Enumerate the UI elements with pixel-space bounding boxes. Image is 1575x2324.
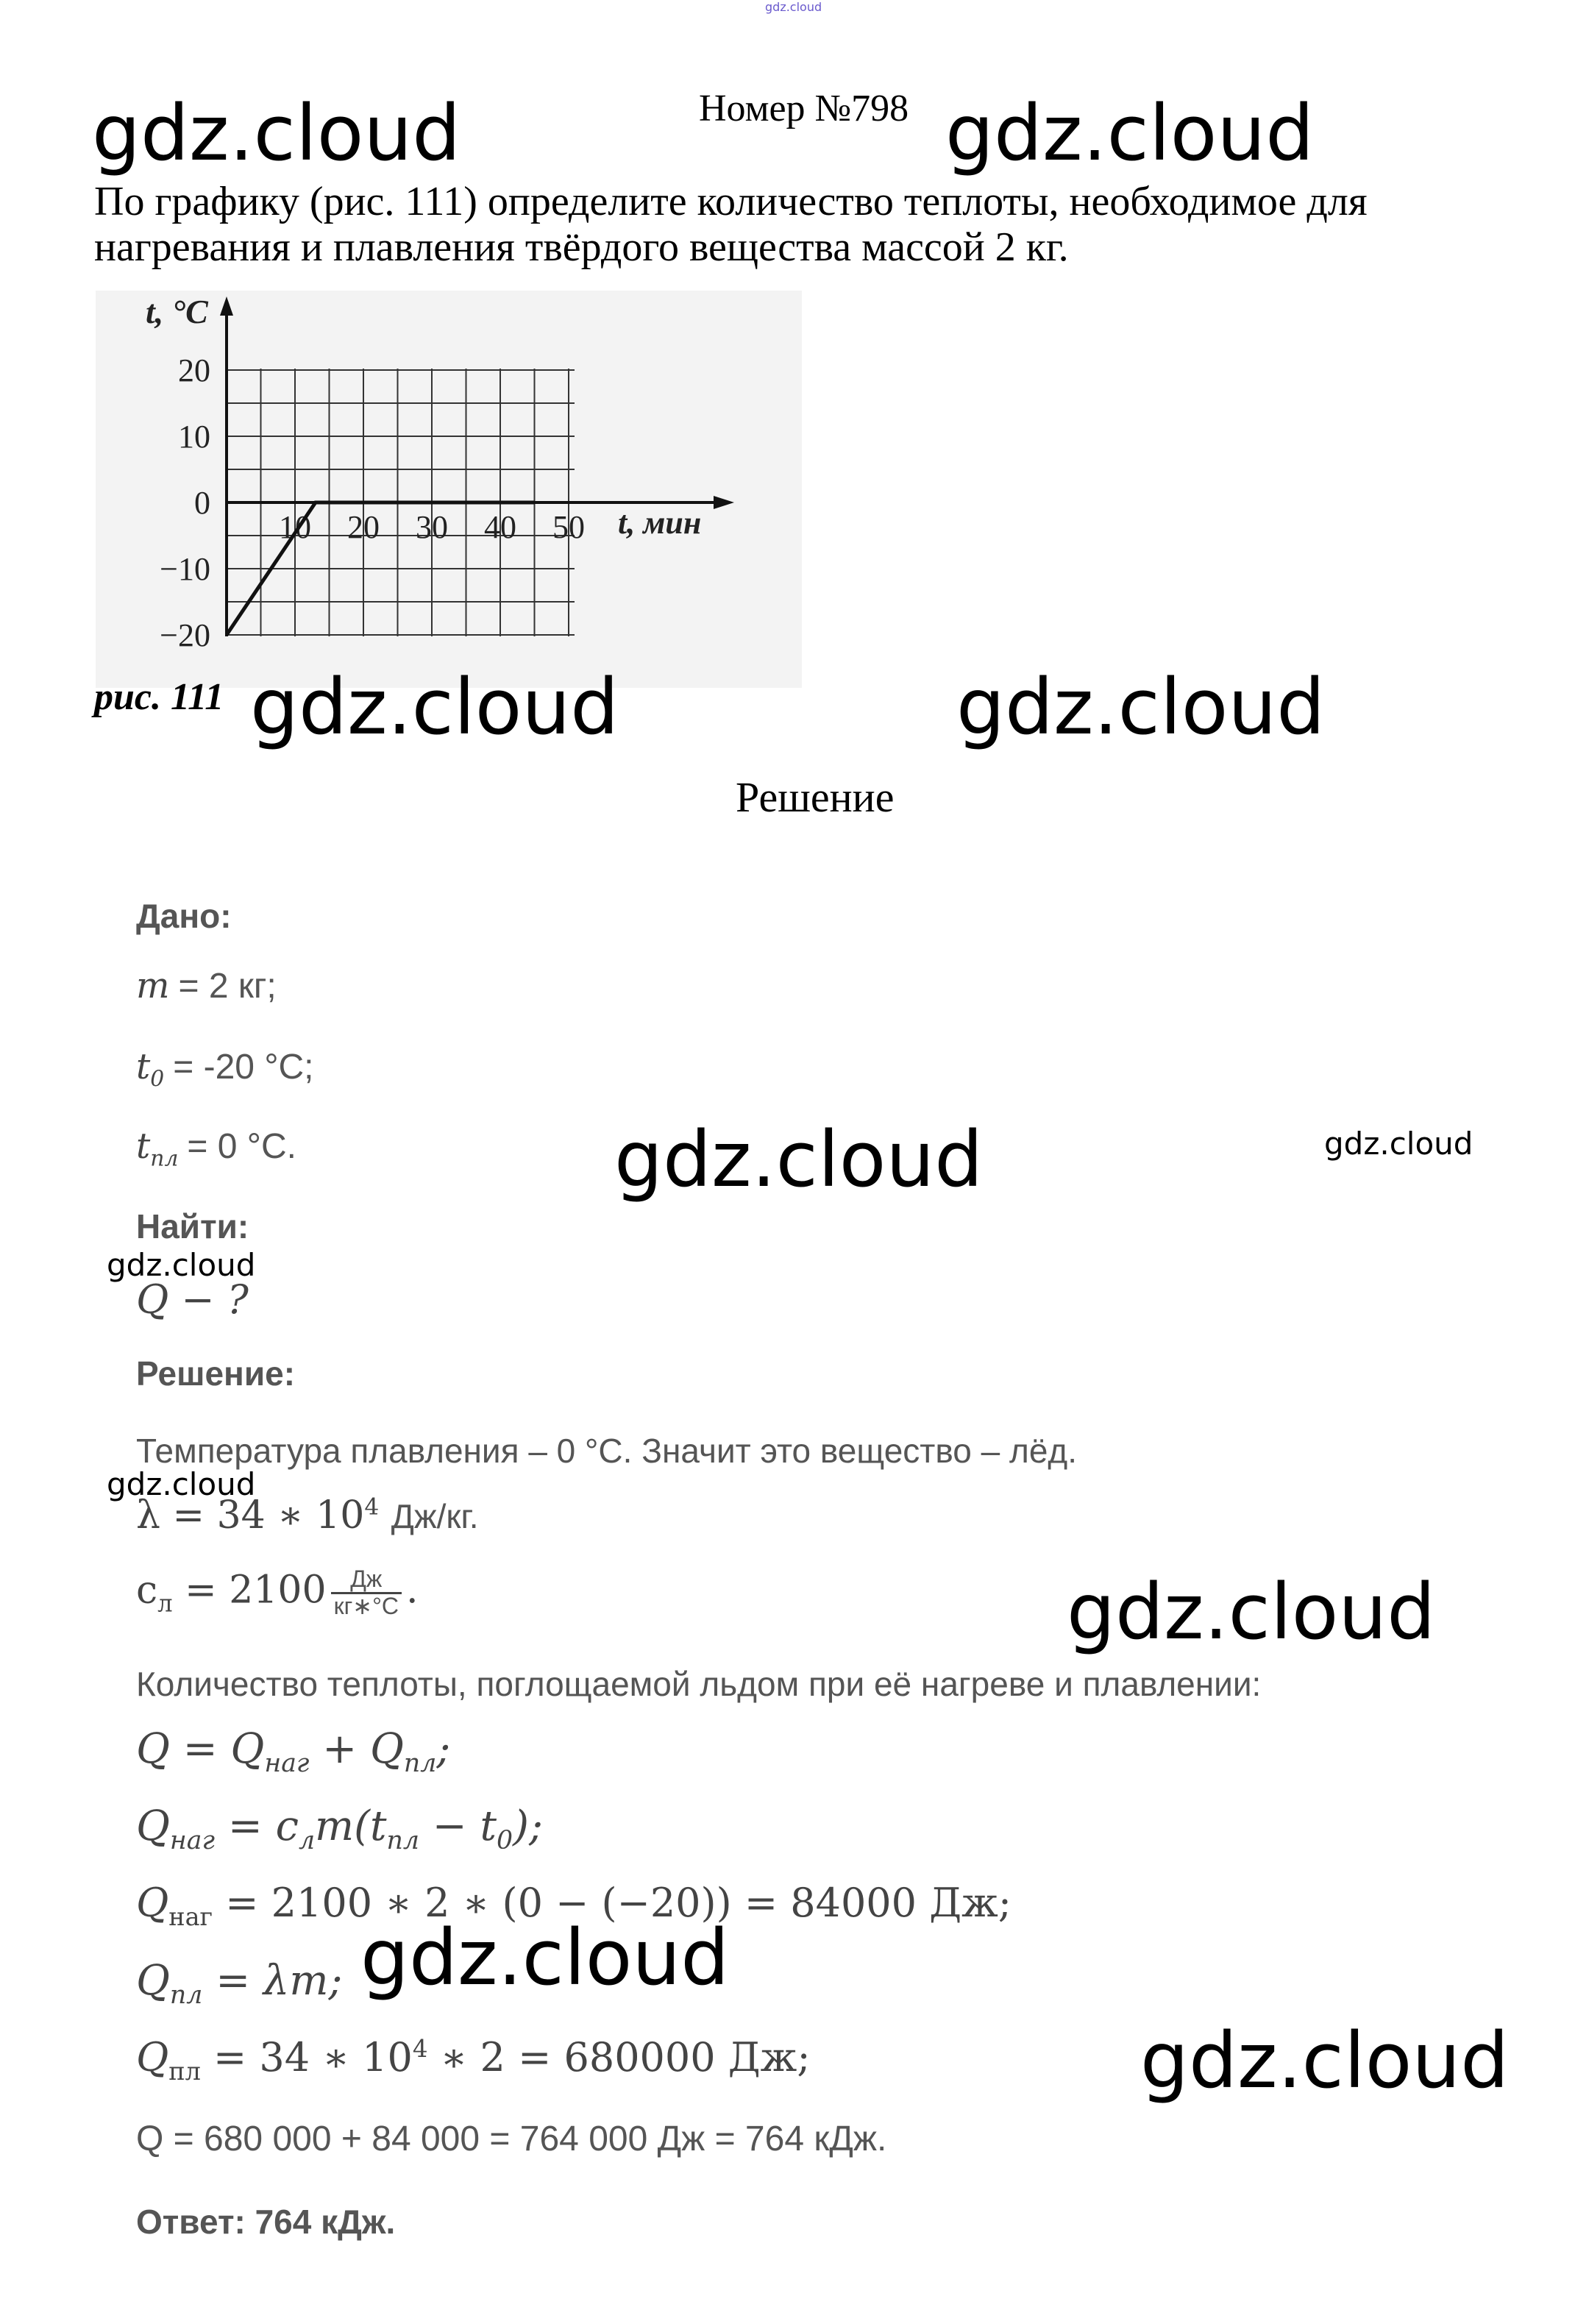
lambda-value: λ = 34 ∗ 10 xyxy=(136,1493,365,1538)
x-tick-label: 50 xyxy=(552,509,585,545)
heat-text: Количество теплоты, поглощаемой льдом при её нагреве и плавлении: xyxy=(136,1665,1262,1703)
problem-line-1: По графику (рис. 111) определите количество теплоты, необходимое для xyxy=(94,179,1368,224)
c-value: = 2100 xyxy=(185,1568,327,1613)
eq-melting-value: $Q_{пл} = 34$ ∗ $10^4$ ∗ 2 = 680000 Дж; xyxy=(136,2034,811,2086)
given-tpl: $t_{пл} = 0$ °С. xyxy=(136,1126,296,1172)
problem-number: Номер №798 xyxy=(699,88,909,129)
eq-melting-formula: $Q_{пл} = \lambda m$; xyxy=(136,1957,343,2011)
given-t0: $t_0 = -20$ °С; xyxy=(136,1046,314,1092)
top-mark: gdz.cloud xyxy=(765,0,822,14)
y-tick-label: −20 xyxy=(160,617,210,653)
given-mass: m = 2 кг; xyxy=(136,965,277,1006)
given-tpl-value: = 0 °С. xyxy=(187,1127,296,1166)
watermark: gdz.cloud xyxy=(360,1913,730,2003)
solution-heading: Решение: xyxy=(136,1354,296,1393)
lambda-exp: 4 xyxy=(364,1493,380,1521)
watermark: gdz.cloud xyxy=(250,662,619,752)
given-t0-value: = -20 °С; xyxy=(173,1048,314,1087)
eq-result: Q = 680 000 + 84 000 = 764 000 Дж = 764 кДж. xyxy=(136,2119,887,2158)
chart-xlabel: t, мин xyxy=(618,505,702,541)
chart-ylabel: t, °C xyxy=(146,293,208,330)
find-heading: Найти: xyxy=(136,1207,249,1245)
lambda-unit: Дж/кг. xyxy=(391,1497,479,1535)
watermark: gdz.cloud xyxy=(956,662,1326,752)
x-tick-label: 40 xyxy=(484,509,516,545)
watermark: gdz.cloud xyxy=(1140,2016,1510,2106)
watermark: gdz.cloud xyxy=(945,88,1315,178)
watermark: gdz.cloud xyxy=(92,88,461,178)
x-tick-label: 10 xyxy=(279,509,311,545)
chart xyxy=(96,291,802,688)
y-tick-label: 10 xyxy=(178,419,210,455)
c-line: $c_л = 2100$ $\frac{Дж}{кг∗^\circ С}$ . xyxy=(136,1566,419,1619)
y-tick-label: 0 xyxy=(194,485,210,521)
find-q: Q − ? xyxy=(136,1276,249,1323)
watermark: gdz.cloud xyxy=(1067,1567,1436,1657)
given-heading: Дано: xyxy=(136,897,232,935)
figure-caption: рис. 111 xyxy=(94,676,224,718)
y-tick-label: 20 xyxy=(178,352,210,388)
watermark: gdz.cloud xyxy=(107,1466,256,1502)
c-unit-den: кг∗°С xyxy=(333,1592,399,1619)
y-tick-label: −10 xyxy=(160,551,210,587)
problem-line-2: нагревания и плавления твёрдого вещества массой 2 кг. xyxy=(94,224,1069,270)
watermark: gdz.cloud xyxy=(1324,1126,1473,1162)
watermark: gdz.cloud xyxy=(107,1247,256,1283)
x-tick-label: 30 xyxy=(416,509,448,545)
given-mass-value: = 2 кг; xyxy=(178,967,277,1006)
eq-total: $Q = Q_{наг} + Q_{пл}$; xyxy=(136,1725,451,1779)
answer: Ответ: 764 кДж. xyxy=(136,2203,396,2241)
c-unit-num: Дж xyxy=(331,1567,402,1594)
solution-title: Решение xyxy=(736,773,895,821)
eq-heating-formula: $Q_{наг} = c_лm(t_{пл} - t_0)$; xyxy=(136,1802,543,1856)
eq-heating-value: $Q_{наг} = 2100$ ∗ 2 ∗ (0 − (−20)) = 84000 Дж; xyxy=(136,1880,1012,1931)
watermark: gdz.cloud xyxy=(614,1115,984,1204)
x-tick-label: 20 xyxy=(347,509,380,545)
melting-text: Температура плавления – 0 °С. Значит это вещество – лёд. xyxy=(136,1432,1078,1470)
